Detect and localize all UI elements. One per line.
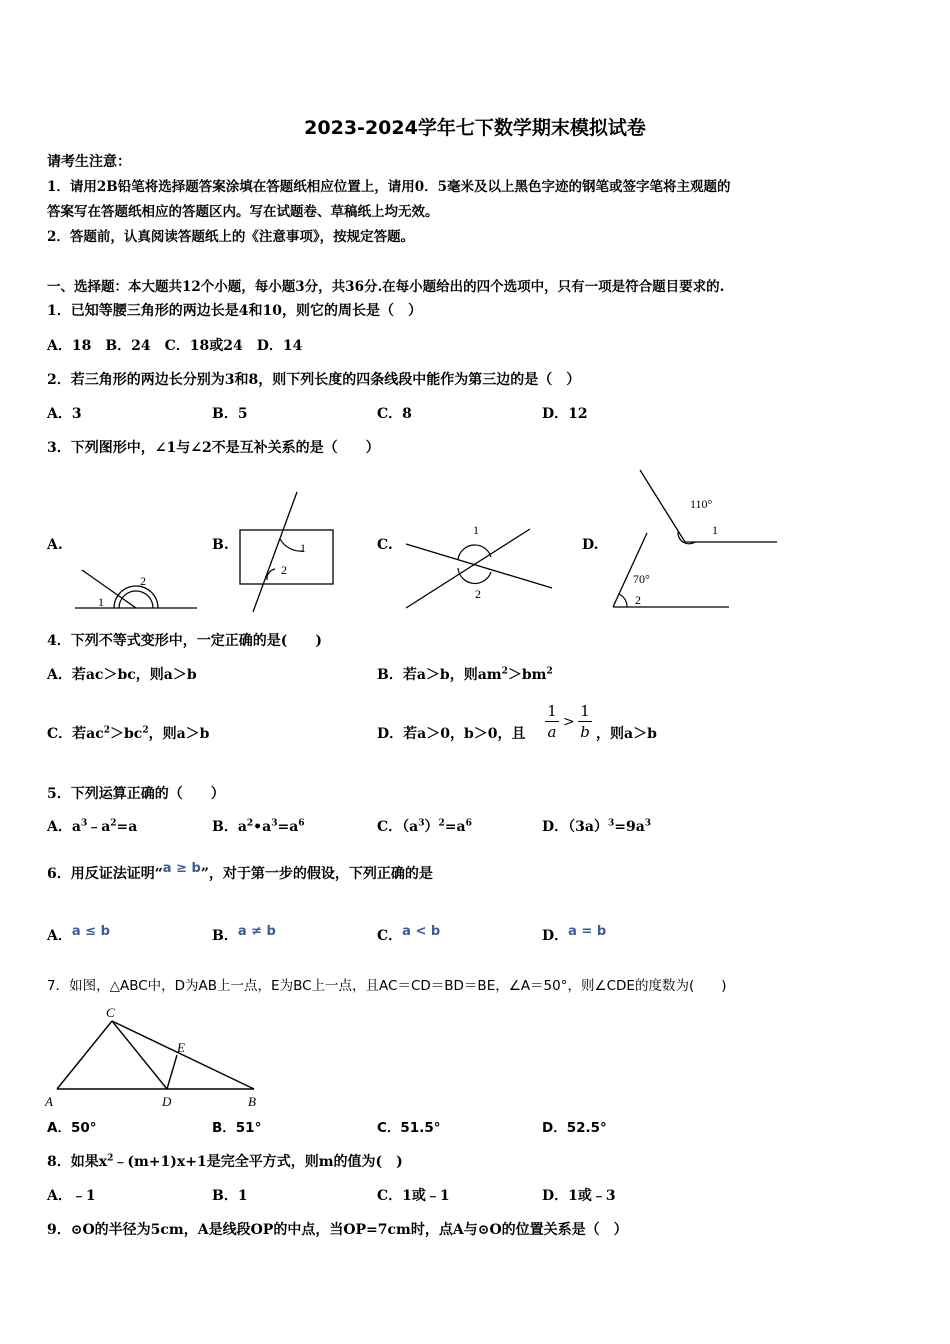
q8-stem-sup: 2 (107, 1153, 114, 1164)
q6-stem-math: a ≥ b (162, 861, 201, 876)
q4-option-b (377, 666, 553, 684)
q3c-label-2: 2 (475, 587, 481, 601)
q4-frac-a-num: 1 (547, 702, 557, 720)
q2-option-a: A．3 (47, 406, 82, 422)
q4-frac-a-den: a (547, 723, 557, 741)
q4-fraction-b (578, 702, 594, 741)
q4c-sup-2: 2 (142, 725, 149, 736)
q6a-math: a ≤ b (71, 924, 110, 939)
q7-triangle-figure (42, 1000, 272, 1112)
q3-figure-a (70, 560, 200, 615)
q7-label-c: C (106, 1005, 115, 1020)
q4-option-d-pre: D．若a＞0，b＞0，且 (377, 726, 526, 742)
q5c-2: ） (424, 819, 439, 835)
q5c-sup3: 6 (465, 818, 472, 829)
q6-option-d (542, 924, 607, 946)
q4c-post: ，则a＞b (148, 726, 210, 742)
q3-figure-d (605, 465, 785, 615)
q6-stem (47, 861, 433, 884)
q5a-sup1: 3 (80, 818, 88, 829)
q3d-label-2: 2 (635, 593, 641, 607)
q8-stem-post: ﹣(m+1)x+1是完全平方式，则m的值为( ) (113, 1154, 403, 1170)
q6c-label: C． (377, 928, 403, 944)
q7-option-a: A．50° (47, 1120, 97, 1136)
q5c-sup2: 2 (438, 818, 445, 829)
q6b-math: a ≠ b (237, 924, 276, 939)
q1-stem: 1．已知等腰三角形的两边长是4和10，则它的周长是（ ） (47, 303, 422, 319)
q6a-label: A． (47, 928, 72, 944)
q3-option-c: C. (377, 537, 393, 553)
q8-option-c: C．1或﹣1 (377, 1188, 450, 1204)
q6d-math: a = b (568, 924, 607, 939)
q5b-1: B．a (212, 819, 247, 835)
q4-frac-b-num: 1 (580, 702, 590, 720)
q4b-mid: ＞bm (507, 667, 547, 683)
q8-stem-pre: 8．如果x (47, 1154, 108, 1170)
q4b-pre: B．若a＞b，则am (377, 667, 502, 683)
q5b-2: •a (253, 819, 272, 835)
q4c-pre: C．若ac (47, 726, 104, 742)
q3d-label-70: 70° (633, 572, 650, 586)
q3a-label-1: 1 (98, 595, 104, 609)
q6b-label: B． (212, 928, 238, 944)
q5-option-c (377, 818, 472, 836)
q5a-1: A．a (47, 819, 81, 835)
q5b-sup1: 2 (246, 818, 254, 829)
q7-label-d: D (162, 1094, 172, 1109)
q5d-2: =9a (614, 819, 645, 835)
q6-option-a (47, 924, 110, 946)
q4-option-d-post: ，则a＞b (596, 726, 657, 742)
q2-stem: 2．若三角形的两边长分别为3和8，则下列长度的四条线段中能作为第三边的是（ ） (47, 372, 581, 388)
q8-option-d: D．1或﹣3 (542, 1188, 616, 1204)
q3-option-b: B. (212, 537, 229, 553)
notice-line-1: 1．请用2B铅笔将选择题答案涂填在答题纸相应位置上，请用0．5毫米及以上黑色字迹的钢笔或签字笔将主观题的 (47, 179, 731, 195)
q3-figure-b (235, 490, 340, 615)
q2-option-d: D．12 (542, 406, 588, 422)
q5-stem: 5．下列运算正确的（ ） (47, 786, 225, 802)
q5-option-d (542, 818, 651, 836)
notice-heading: 请考生注意： (47, 154, 131, 170)
q4b-sup: 2 (501, 666, 508, 677)
q7-stem: 7．如图，△ABC中，D为AB上一点，E为BC上一点，且AC＝CD＝BD＝BE，∠A＝50°，则∠CDE的度数为( ) (47, 978, 727, 994)
q5a-3: =a (116, 819, 138, 835)
q5b-sup3: 6 (298, 818, 305, 829)
q5d-sup2: 3 (644, 818, 652, 829)
q5d-1: D．（3a） (542, 819, 608, 835)
q5d-sup1: 3 (607, 818, 615, 829)
q5c-3: =a (444, 819, 466, 835)
q7-option-c: C．51.5° (377, 1120, 441, 1136)
section-heading: 一、选择题：本大题共12个小题，每小题3分，共36分.在每小题给出的四个选项中，只有一项是符合题目要求的. (47, 279, 725, 295)
q4c-mid: ＞bc (110, 726, 143, 742)
q7-label-a: A (45, 1094, 53, 1109)
q4-frac-gt: > (563, 714, 575, 730)
notice-line-1b: 答案写在答题纸相应的答题区内。写在试题卷、草稿纸上均无效。 (47, 204, 439, 220)
q4-option-a: A．若ac＞bc，则a＞b (47, 667, 197, 683)
q5-option-b (212, 818, 305, 836)
q7-option-d: D．52.5° (542, 1120, 607, 1136)
q6-stem-pre: 6．用反证法证明“ (47, 866, 163, 882)
q5-option-a (47, 818, 137, 836)
q4b-sup-2: 2 (546, 666, 553, 677)
q3c-label-1: 1 (473, 523, 479, 537)
q8-option-a: A．﹣1 (47, 1188, 96, 1204)
q4-fraction-a (545, 702, 561, 741)
q2-option-b: B．5 (212, 406, 248, 422)
q6-stem-post: ”，对于第一步的假设，下列正确的是 (200, 866, 433, 882)
q6-option-b (212, 924, 276, 946)
q3d-label-110: 110° (690, 497, 713, 511)
q5b-sup2: 3 (271, 818, 278, 829)
q7-label-e: E (177, 1040, 185, 1055)
q4-frac-b-den: b (580, 723, 590, 741)
q4-stem: 4．下列不等式变形中，一定正确的是( ) (47, 633, 322, 649)
q3-stem: 3．下列图形中，∠1与∠2不是互补关系的是（ ） (47, 440, 380, 456)
q5a-2: ﹣a (87, 819, 111, 835)
q2-option-c: C．8 (377, 406, 412, 422)
q7-label-b: B (248, 1094, 256, 1109)
q3-option-d: D. (582, 537, 599, 553)
q4-option-c (47, 725, 209, 743)
q5c-sup1: 3 (418, 818, 425, 829)
q6d-label: D． (542, 928, 569, 944)
q5a-sup2: 2 (110, 818, 117, 829)
q6-option-c (377, 924, 441, 946)
q3-option-a: A. (47, 537, 63, 553)
q5c-1: C．（a (377, 819, 419, 835)
q8-stem (47, 1153, 403, 1171)
q6c-math: a < b (402, 924, 441, 939)
q3-figure-c (400, 520, 560, 615)
q1-options: A．18 B．24 C．18或24 D．14 (47, 338, 303, 354)
q7-option-b: B．51° (212, 1120, 262, 1136)
q3b-label-2: 2 (281, 563, 287, 577)
q5b-3: =a (277, 819, 299, 835)
q8-option-b: B．1 (212, 1188, 248, 1204)
page-title: 2023-2024学年七下数学期末模拟试卷 (304, 117, 646, 139)
q9-stem: 9．⊙O的半径为5cm，A是线段OP的中点，当OP=7cm时，点A与⊙O的位置关系是（ ） (47, 1222, 628, 1238)
q3b-label-1: 1 (300, 541, 306, 555)
q4c-sup: 2 (103, 725, 111, 736)
q3d-label-1: 1 (712, 523, 718, 537)
notice-line-2: 2．答题前，认真阅读答题纸上的《注意事项》，按规定答题。 (47, 229, 415, 245)
q3a-label-2: 2 (140, 574, 146, 588)
